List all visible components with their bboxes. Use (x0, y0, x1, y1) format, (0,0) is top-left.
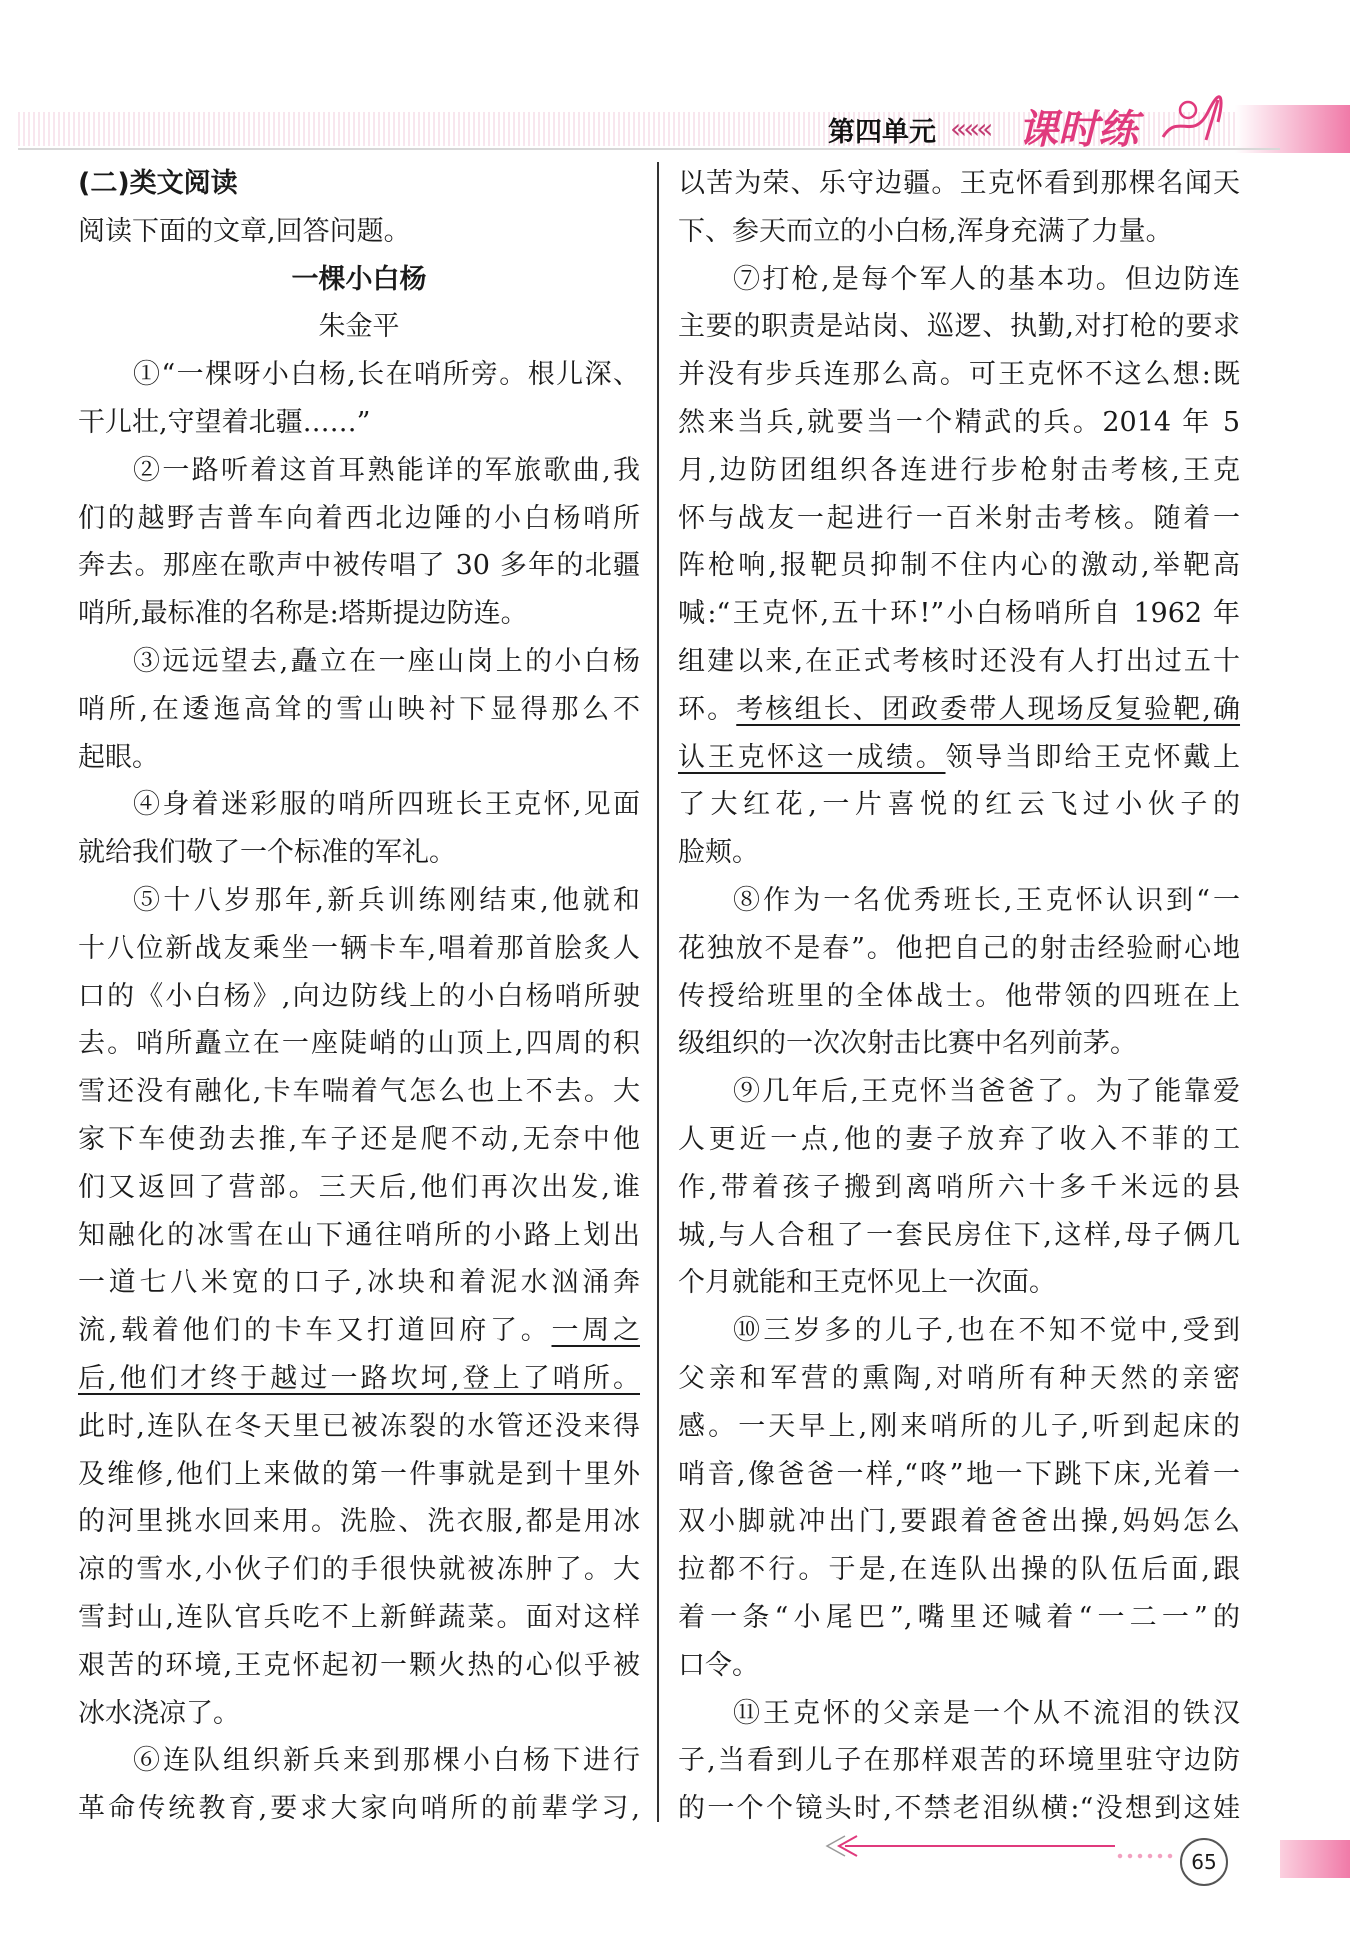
text-line: 的一个个镜头时,不禁老泪纵横:“没想到这娃 (678, 1793, 1240, 1825)
underlined-sentence-1-cont: 后,他们才终于越过一路坎坷,登上了哨所。 (78, 1362, 640, 1394)
text-line: 此时,连队在冬天里已被冻裂的水管还没来得 (78, 1410, 640, 1442)
text-line: 十八位新战友乘坐一辆卡车,唱着那首脍炙人 (78, 932, 640, 964)
header-accent-bar (1235, 105, 1350, 153)
brand-logo: 课时练 (1018, 107, 1138, 153)
text-line (78, 1307, 640, 1355)
text-line: ③远远望去,矗立在一座山岗上的小白杨 (133, 645, 640, 677)
text-line: 的河里挑水回来用。洗脸、洗衣服,都是用冰 (78, 1506, 640, 1538)
text-segment: 领导当即给王克怀戴上 (945, 741, 1240, 773)
text-line: ⑥连队组织新兵来到那棵小白杨下进行 (133, 1745, 640, 1777)
text-line: 们的越野吉普车向着西北边陲的小白杨哨所 (78, 502, 640, 534)
text-line: ⑪王克怀的父亲是一个从不流泪的铁汉 (733, 1697, 1240, 1729)
text-line: 月,边防团组织各连进行步枪射击考核,王克 (678, 454, 1240, 486)
text-line: 哨所,最标准的名称是:塔斯提边防连。 (78, 598, 528, 630)
text-line: 父亲和军营的熏陶,对哨所有种天然的亲密 (678, 1362, 1240, 1394)
text-line: 城,与人合租了一套民房住下,这样,母子俩几 (678, 1219, 1240, 1251)
text-line: 口的《小白杨》,向边防线上的小白杨哨所驶 (78, 980, 640, 1012)
text-line: ④身着迷彩服的哨所四班长王克怀,见面 (133, 789, 640, 821)
text-line: 传授给班里的全体战士。他带领的四班在上 (678, 980, 1240, 1012)
footer-dots (1115, 1852, 1175, 1860)
text-line: 组建以来,在正式考核时还没有人打出过五十 (678, 645, 1240, 677)
left-column (78, 160, 640, 1833)
text-line: 雪封山,连队官兵吃不上新鲜蔬菜。面对这样 (78, 1601, 640, 1633)
text-line: 喊:“王克怀,五十环!”小白杨哨所自 1962 年 (678, 598, 1240, 630)
text-line: ⑧作为一名优秀班长,王克怀认识到“一 (733, 884, 1240, 916)
arrow-left-icon (825, 1828, 1115, 1864)
underlined-sentence-1: 一周之 (551, 1315, 640, 1347)
text-line: ⑤十八岁那年,新兵训练刚结束,他就和 (133, 884, 640, 916)
text-line: ⑨几年后,王克怀当爸爸了。为了能靠爱 (733, 1076, 1240, 1108)
text-line: 下、参天而立的小白杨,浑身充满了力量。 (678, 215, 1173, 247)
right-column (678, 160, 1240, 1833)
text-line: 花独放不是春”。他把自己的射击经验耐心地 (678, 932, 1240, 964)
text-line: 冰水浇凉了。 (78, 1697, 240, 1729)
text-line (678, 734, 1240, 782)
text-line: 哨所,在逶迤高耸的雪山映衬下显得那么不 (78, 693, 640, 725)
text-line: 口令。 (678, 1649, 759, 1681)
text-line: 一道七八米宽的口子,冰块和着泥水汹涌奔 (78, 1267, 640, 1299)
text-line: 艰苦的环境,王克怀起初一颗火热的心似乎被 (78, 1649, 640, 1681)
footer-accent-bar (1280, 1840, 1350, 1878)
text-line: 个月就能和王克怀见上一次面。 (678, 1267, 1056, 1299)
text-line: 家下车使劲去推,车子还是爬不动,无奈中他 (78, 1123, 640, 1155)
text-line: 着一条“小尾巴”,嘴里还喊着“一二一”的 (678, 1601, 1240, 1633)
text-line: 起眼。 (78, 741, 159, 773)
text-line: 们又返回了营部。三天后,他们再次出发,谁 (78, 1171, 640, 1203)
text-line: 子,当看到儿子在那样艰苦的环境里驻守边防 (678, 1745, 1240, 1777)
double-chevron-left-icon: ««« (950, 112, 990, 145)
text-line: 阵枪响,报靶员抑制不住内心的激动,举靶高 (678, 550, 1240, 582)
text-line: 及维修,他们上来做的第一件事就是到十里外 (78, 1458, 640, 1490)
text-line: 怀与战友一起进行一百米射击考核。随着一 (678, 502, 1240, 534)
text-line: 奔去。那座在歌声中被传唱了 30 多年的北疆 (78, 550, 640, 582)
text-line: 凉的雪水,小伙子们的手很快就被冻肿了。大 (78, 1554, 640, 1586)
text-line: 去。哨所矗立在一座陡峭的山顶上,四周的积 (78, 1028, 640, 1060)
text-line: 然来当兵,就要当一个精武的兵。2014 年 5 (678, 406, 1240, 438)
section-heading: (二)类文阅读 (78, 168, 238, 199)
article-title: 一棵小白杨 (291, 263, 427, 295)
ribbon-swirl-icon (1158, 92, 1228, 147)
text-line: 哨音,像爸爸一样,“咚”地一下跳下床,光着一 (678, 1458, 1240, 1490)
text-line: 了大红花,一片喜悦的红云飞过小伙子的 (678, 789, 1240, 821)
underlined-sentence-2: 考核组长、团政委带人现场反复验靶,确 (736, 693, 1241, 725)
text-segment: 流,载着他们的卡车又打道回府了。 (78, 1315, 552, 1347)
instruction-line: 阅读下面的文章,回答问题。 (78, 215, 411, 247)
text-line: 知融化的冰雪在山下通往哨所的小路上划出 (78, 1219, 640, 1251)
text-segment: 环。 (678, 693, 737, 725)
unit-title: 第四单元 (828, 117, 936, 148)
text-line: 主要的职责是站岗、巡逻、执勤,对打枪的要求 (678, 311, 1240, 343)
text-line: 革命传统教育,要求大家向哨所的前辈学习, (78, 1793, 640, 1825)
text-line: ②一路听着这首耳熟能详的军旅歌曲,我 (133, 454, 640, 486)
text-line: 双小脚就冲出门,要跟着爸爸出操,妈妈怎么 (678, 1506, 1240, 1538)
text-line: 并没有步兵连那么高。可王克怀不这么想:既 (678, 359, 1240, 391)
text-line: 干儿壮,守望着北疆……” (78, 406, 371, 438)
text-line: 拉都不行。于是,在连队出操的队伍后面,跟 (678, 1554, 1240, 1586)
text-line: ①“一棵呀小白杨,长在哨所旁。根儿深、 (133, 359, 640, 391)
text-line: 作,带着孩子搬到离哨所六十多千米远的县 (678, 1171, 1240, 1203)
text-line (678, 686, 1240, 734)
article-author: 朱金平 (318, 311, 400, 343)
page-number: 65 (1180, 1838, 1228, 1886)
text-line: 脸颊。 (678, 837, 759, 869)
text-line: 以苦为荣、乐守边疆。王克怀看到那棵名闻天 (678, 168, 1240, 199)
text-line (78, 1355, 640, 1403)
text-line: 级组织的一次次射击比赛中名列前茅。 (678, 1028, 1137, 1060)
text-line: 就给我们敬了一个标准的军礼。 (78, 837, 456, 869)
text-line: 感。一天早上,刚来哨所的儿子,听到起床的 (678, 1410, 1240, 1442)
text-line: 雪还没有融化,卡车喘着气怎么也上不去。大 (78, 1076, 640, 1108)
column-divider (657, 162, 659, 1822)
header-band (18, 112, 1350, 146)
underlined-sentence-2-cont: 认王克怀这一成绩。 (678, 741, 946, 773)
text-line: ⑦打枪,是每个军人的基本功。但边防连 (733, 263, 1240, 295)
text-line: ⑩三岁多的儿子,也在不知不觉中,受到 (733, 1315, 1240, 1347)
text-line: 人更近一点,他的妻子放弃了收入不菲的工 (678, 1123, 1240, 1155)
